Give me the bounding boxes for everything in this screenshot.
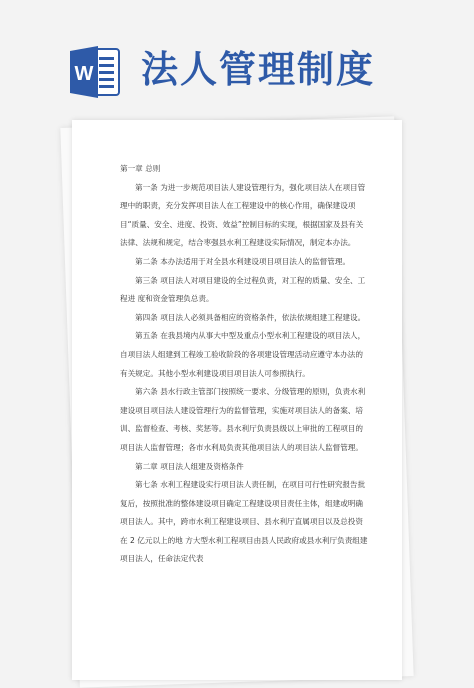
page-header bbox=[0, 0, 474, 118]
document-body bbox=[120, 160, 370, 569]
document-paragraph: 第四条 项目法人必须具备相应的资格条件，依法依规组建工程建设。 bbox=[135, 312, 366, 322]
document-paragraph: 第二条 本办法适用于对全县水利建设项目项目法人的监督管理。 bbox=[135, 256, 351, 266]
document-paragraph: 第五条 在我县境内从事大中型及重点小型水利工程建设的项目法人，自项目法人组建到工程竣工验收阶段的各项建设管理活动应遵守本办法的有关规定。其他小型水利建设项目项目法人可参照执行。 bbox=[120, 331, 366, 378]
page-title: 法人管理制度 bbox=[141, 48, 375, 91]
document-paragraph: 第六条 县水行政主管部门按照统一要求、分级管理的原则，负责水利建设项目项目法人建设管理行为的监督管理，实施对项目法人的备案、培训、监督检查、考核、奖惩等。县水利厅负责县级以上审批的工程项目的项目法人监督管理；各市水利局负责其他项目法人的项目法人监督管理。 bbox=[120, 387, 366, 452]
document-page bbox=[72, 120, 402, 680]
document-paragraph: 第一章 总则 bbox=[120, 164, 161, 173]
word-document-icon bbox=[66, 43, 124, 101]
document-paragraph: 第二章 项目法人组建及资格条件 bbox=[135, 461, 244, 471]
logo-letter: W bbox=[74, 63, 94, 85]
document-paragraph: 第一条 为进一步规范项目法人建设管理行为，强化项目法人在项目管理中的职责，充分发挥项目法人在工程建设中的核心作用，确保建设项目“质量、安全、进度、投资、效益”控制目标的实现，根据国家及县有关法律、法规和规定，结合枣强县水利工程建设实际情况，制定本办法。 bbox=[120, 182, 366, 248]
document-paragraph: 第三条 项目法人对项目建设的全过程负责，对工程的质量、安全、工程进 度和资金管理负总责。 bbox=[120, 275, 366, 304]
document-paragraph: 第七条 水利工程建设实行项目法人责任制，在项目可行性研究报告批复后，按照批准的整体建设项目确定工程建设项目责任主体，组建或明确项目法人。其中，跨市水利工程建设项目、县水利厅直属项目以及总投资在 2 亿元以上的地 方大型水利工程项目由县人民政府或县水利厅负责组建项目法人，任命法定代表 bbox=[120, 480, 368, 564]
